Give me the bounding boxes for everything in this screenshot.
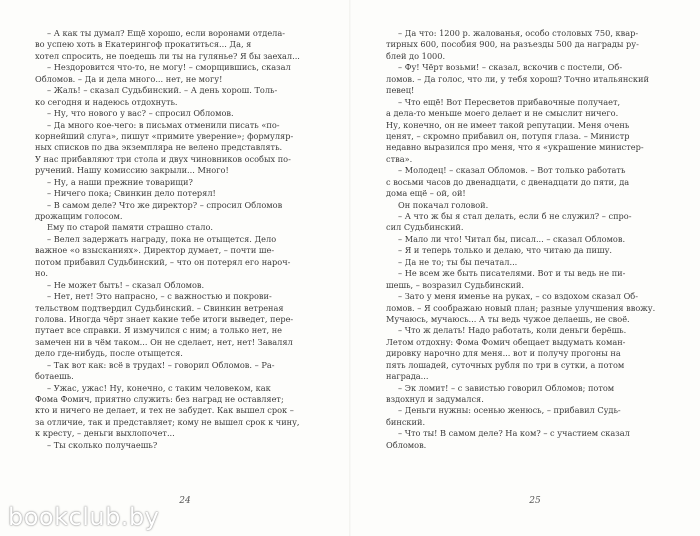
text-line: за отличие, так и представляет; кому не вышел срок к чину, [35,416,300,427]
text-line: – Да много кое-чего: в письмах отменили писать «по- [47,119,280,130]
text-line: Фома Фомич, приятно служить: без наград не оставляет; [35,394,284,404]
text-line: голова. Иногда чёрт знает какие тебе итоги выведет, пере- [35,313,294,324]
text-line: корнейший слуга», пишут «примите уверение»; формуляр- [35,130,294,141]
text-line: – Что ж делать! Надо работать, коли деньги берёшь. [398,325,627,336]
text-line: – Что ещё! Вот Пересветов прибавочные получает, [398,96,621,107]
text-line: – Не может быть! – сказал Обломов. [47,279,205,290]
text-line: сил Судьбинский. [386,222,464,233]
text-line: – Ты сколько получаешь? [47,439,158,450]
watermark: bookclub.by [8,503,160,531]
text-line: кто и ничего не делает, и тех не забудет. Как вышел срок – [35,405,294,416]
text-line: – Не всем же быть писателями. Вот и ты ведь не пи- [398,268,626,279]
text-line: хотел спросить, не поедешь ли ты на гулянье? Я бы заехал... [35,50,300,61]
text-line: Мучаюсь, мучаюсь... А ты ведь чужое делаешь, не своё. [386,313,630,324]
text-line: пять лошадей, суточных рубля по три в сутки, а потом [386,359,625,370]
text-line: ломов. – Да голос, что ли, у тебя хорош? Точно итальянский [386,73,649,84]
text-line: Обломов. – Да и дела много... нет, не могу! [35,73,223,84]
left-page-number: 24 [179,496,191,506]
text-line: дировку нарочно для меня... вот и получу прогоны на [386,348,621,359]
text-line: – А что ж бы я стал делать, если б не служил? – спро- [398,211,632,221]
text-line: – Нездоровится что-то, не могу! – сморщившись, сказал [47,62,291,73]
text-line: тирных 600, пособия 900, на разъезды 500 да награды ру- [386,39,639,50]
text-line: – Ничего пока; Свинкин дело потерял! [47,188,216,199]
text-line: – А как ты думал? Ещё хорошо, если воронами отдела- [47,28,286,38]
text-line: – Да не то; ты бы печатал... [398,256,518,267]
text-line: Летом отдохну: Фома Фомич обещает выдумать коман- [386,336,626,347]
text-line: У нас прибавляют три стола и двух чиновников особых по- [35,153,291,164]
text-line: награда... [386,371,429,382]
text-line: – Я и теперь только и делаю, что читаю да пишу. [398,245,613,256]
text-line: к кресту, – деньги выхлопочет... [35,428,175,439]
text-line: ручений. Нашу комиссию закрыли... Много! [35,165,229,176]
text-line: дрожащим голосом. [35,211,123,221]
text-line: – В самом деле? Что же директор? – спросил Обломов [47,199,283,210]
text-line: – Мало ли что! Читал бы, писал... – сказал Обломов. [398,233,626,244]
text-line: Он покачал головой. [398,199,489,210]
text-line: важное «о взысканиях». Директор думает, – почти ше- [35,245,275,256]
text-line: ломов. – Я соображаю новый план; разные улучшения ввожу. [386,302,656,313]
text-line: – Жаль! – сказал Судьбинский. – А день хорош. Толь- [47,85,278,96]
text-line: – Ужас, ужас! Ну, конечно, с таким человеком, как [47,382,271,393]
text-line: ных списков по два экземпляра не велено представлять. [35,142,283,153]
text-line: – Ну, а наши прежние товарищи? [47,176,193,187]
text-line: – Да что: 1200 р. жалованья, особо столовых 750, квар- [398,28,639,38]
text-line: Обломов. [386,439,427,450]
text-line: – Что ты! В самом деле? На ком? – с участием сказал [398,428,630,439]
text-line: – Деньги нужны: осенью женюсь, – прибавил Судь- [398,405,621,416]
text-line: с восьми часов до двенадцати, с двенадцати до пяти, да [386,176,630,187]
text-line: ценят, – скромно прибавил он, потупя глаза. – Министр [386,130,630,141]
text-line: Ну, конечно, он не имеет такой репутации. Меня очень [386,119,630,130]
text-line: ботаешь. [35,371,74,382]
right-page [386,28,686,498]
text-line: певец! [386,85,415,96]
text-line: дома ещё – ой, ой! [386,188,466,199]
text-line: – Ну, что нового у вас? – спросил Обломов. [47,108,234,119]
text-line: шешь, – возразил Судьбинский. [386,279,524,290]
text-line: ства». [386,153,413,164]
text-line: – Зато у меня именье на руках, – со вздохом сказал Об- [398,291,638,302]
text-line: дело где-нибудь, после отыщется. [35,348,183,359]
text-line: – Эк ломит! – с завистью говорил Обломов; потом [398,382,615,393]
text-line: – Фу! Чёрт возьми! – сказал, вскочив с постели, Об- [398,62,623,73]
text-line: но. [35,268,48,279]
text-line: потом прибавил Судьбинский, – что он потерял его нароч- [35,256,291,267]
text-line: во успею хоть в Екатерингоф прокатиться... Да, я [35,39,252,50]
text-line: вздохнул и задумался. [386,394,484,404]
text-line: недавно выразился про меня, что я «украшение министер- [386,142,644,153]
text-line: путает все справки. Я измучился с ним; а только нет, не [35,325,283,336]
text-line: Ему по старой памяти страшно стало. [47,222,214,233]
page-gutter [349,0,351,536]
text-line: тельством подтвердил Судьбинский. – Свинкин ветреная [35,302,284,313]
text-line: – Так вот как: всё в трудах! – говорил Обломов. – Ра- [47,359,275,370]
text-line: – Молодец! – сказал Обломов. – Вот только работать [398,165,626,176]
text-line: – Велел задержать награду, пока не отыщется. Дело [47,233,277,244]
text-line: замечен ни в чём таком... Он не сделает, нет, нет! Завалял [35,336,293,347]
text-line: а дела-то меньше моего делает и не смыслит ничего. [386,108,619,119]
text-line: блей до 1000. [386,50,446,61]
text-line: – Нет, нет! Это напрасно, – с важностью и покрови- [47,291,272,302]
left-page [35,28,335,498]
right-page-number: 25 [529,496,541,506]
text-line: ко сегодня и надеюсь отдохнуть. [35,96,178,107]
text-line: бинский. [386,416,426,427]
